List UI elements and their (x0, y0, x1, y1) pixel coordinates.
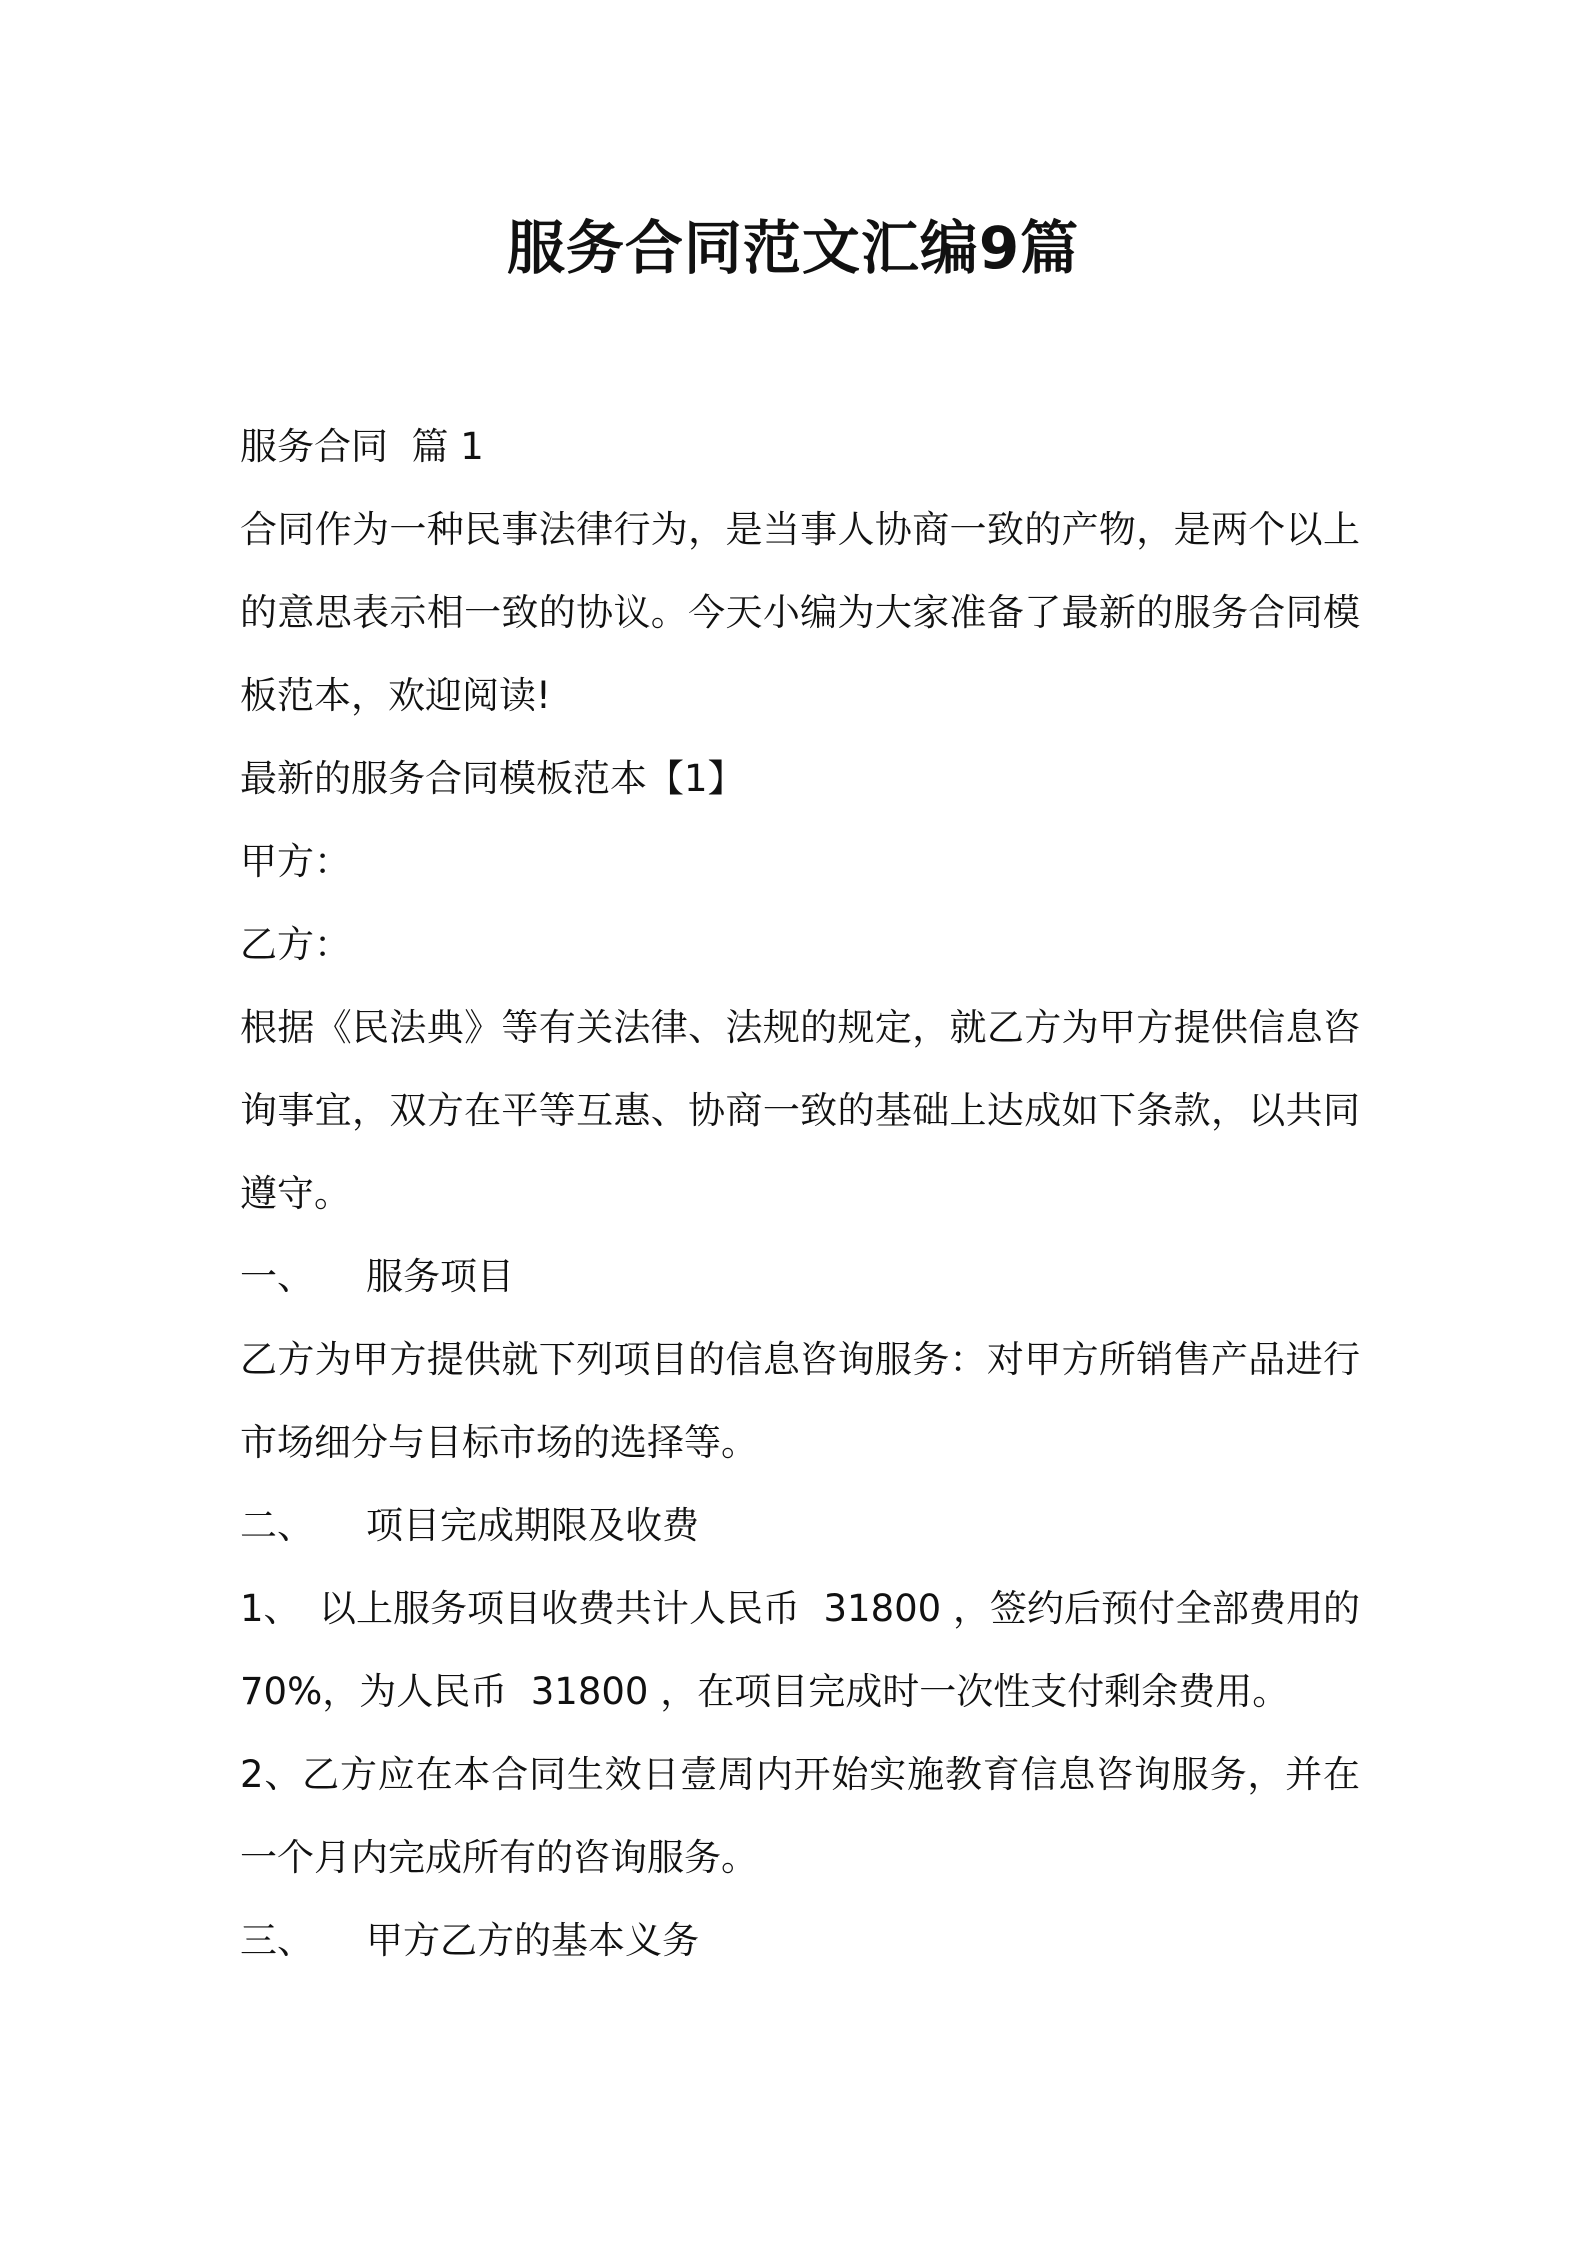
clause-2-heading (240, 1484, 1360, 1567)
preamble-line-1: 根据《民法典》等有关法律、法规的规定，就乙方为甲方提供信息咨 (240, 1006, 1360, 1049)
clause-1-number: 一、 (240, 1255, 314, 1298)
clause-2-item-2-line-1: 2、乙方应在本合同生效日壹周内开始实施教育信息咨询服务，并在 (240, 1753, 1360, 1796)
clause-2-item-1-text: 以上服务项目收费共计人民币 31800 ，签约后预付全部费用的 (319, 1587, 1360, 1630)
template-heading: 最新的服务合同模板范本【1】 (240, 757, 745, 800)
preamble-line-3: 遵守。 (240, 1172, 351, 1215)
clause-1-body-line-1: 乙方为甲方提供就下列项目的信息咨询服务：对甲方所销售产品进行 (240, 1338, 1360, 1381)
intro-line-3: 板范本，欢迎阅读! (240, 674, 551, 717)
clause-2-item-2-line-2: 一个月内完成所有的咨询服务。 (240, 1836, 758, 1879)
section-heading: 服务合同 篇 1 (240, 425, 484, 468)
clause-2-item-1-number: 1、 (240, 1587, 301, 1630)
clause-3-number: 三、 (240, 1919, 314, 1962)
clause-1-title: 服务项目 (366, 1255, 514, 1298)
clause-1-heading (240, 1235, 1360, 1318)
preamble-line-2: 询事宜，双方在平等互惠、协商一致的基础上达成如下条款，以共同 (240, 1089, 1360, 1132)
document-title: 服务合同范文汇编9篇 (506, 214, 1080, 282)
party-a-label: 甲方： (240, 840, 351, 883)
clause-2-item-1-line-1 (240, 1567, 1360, 1650)
clause-3-title: 甲方乙方的基本义务 (366, 1919, 699, 1962)
party-b-label: 乙方： (240, 923, 351, 966)
clause-1-body-line-2: 市场细分与目标市场的选择等。 (240, 1421, 758, 1464)
intro-line-2: 的意思表示相一致的协议。今天小编为大家准备了最新的服务合同模 (240, 591, 1360, 634)
clause-2-item-1-line-2: 70%，为人民币 31800 ，在项目完成时一次性支付剩余费用。 (240, 1670, 1290, 1713)
clause-2-title: 项目完成期限及收费 (366, 1504, 699, 1547)
clause-3-heading (240, 1899, 1360, 1982)
document-body (240, 405, 1360, 1982)
intro-line-1: 合同作为一种民事法律行为，是当事人协商一致的产物，是两个以上 (240, 508, 1360, 551)
clause-2-number: 二、 (240, 1504, 314, 1547)
